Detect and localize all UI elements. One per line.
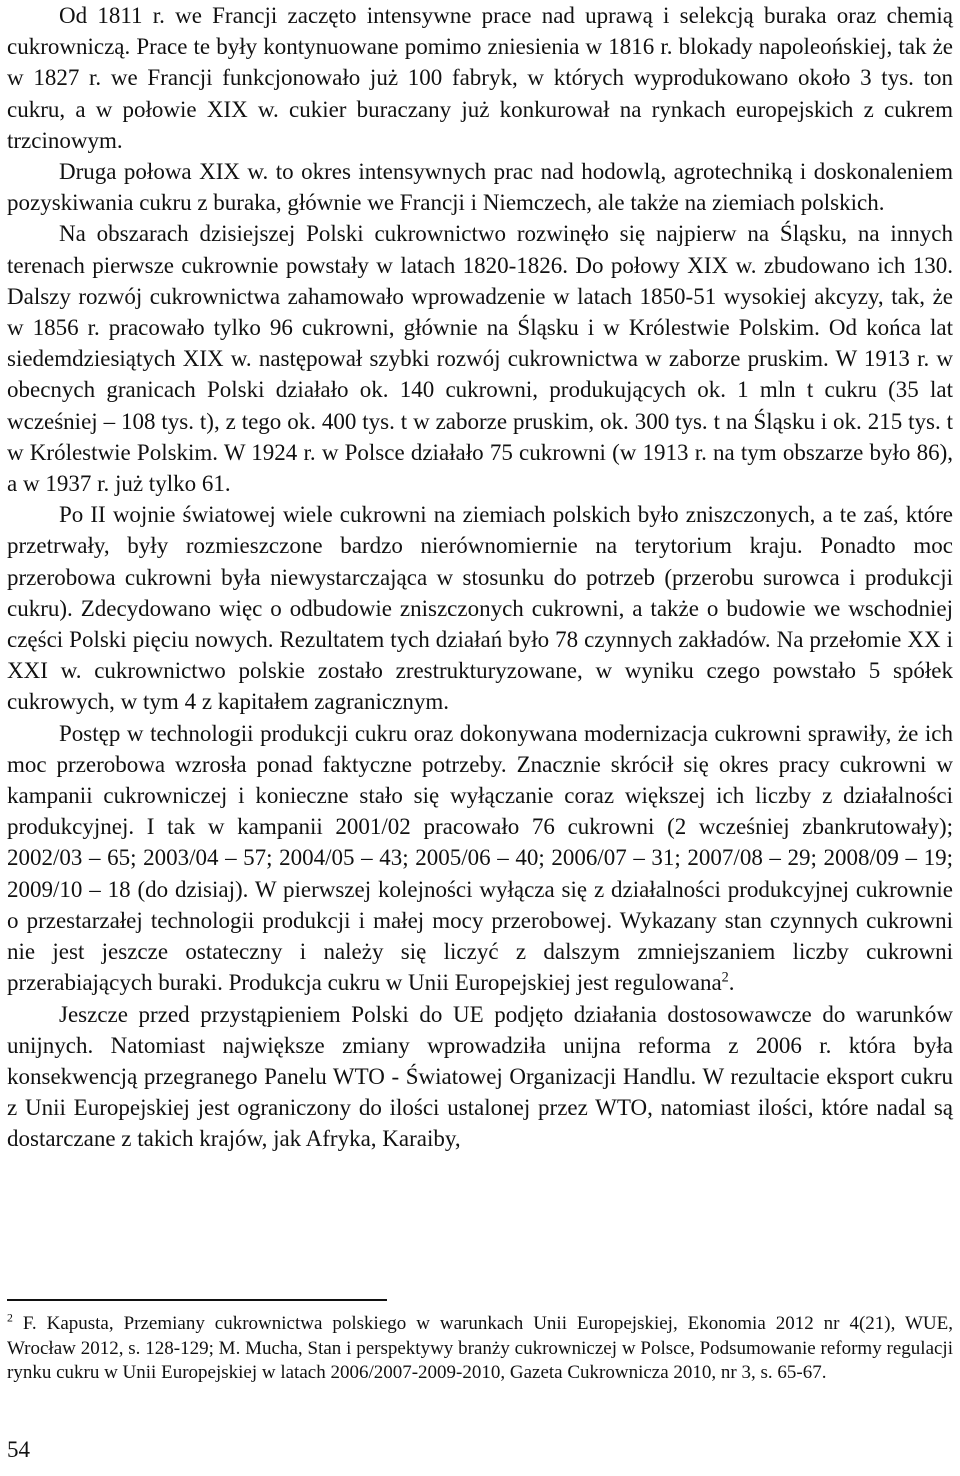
footnote-text: F. Kapusta, Przemiany cukrownictwa polskiego w warunkach Unii Europejskiej, Ekonomia 2012 nr 4(21), WUE, Wrocław 2012, s. 128-129; M. Mucha, Stan i perspektywy branży cukrowniczej w Polsce, Podsumowanie reformy regulacji rynku cukru w Unii Europejskiej w latach 2006/2007-2009-2010, Gazeta Cukrownicza 2010, nr 3, s. 65-67. [7, 1313, 953, 1383]
paragraph: Od 1811 r. we Francji zaczęto intensywne prace nad uprawą i selekcją buraka oraz chemią cukrowniczą. Prace te były kontynuowane pomimo zniesienia w 1816 r. blokady napoleońskiej, tak że w 1827 r. we Francji funkcjonowało już 100 fabryk, w których wyprodukowano około 3 tys. ton cukru, a w połowie XIX w. cukier buraczany już konkurował na rynkach europejskich z cukrem trzcinowym. [7, 3, 953, 153]
page-number: 54 [7, 1437, 30, 1462]
footnote-reference: 2 [721, 969, 729, 986]
footnote-marker: 2 [7, 1311, 13, 1325]
paragraph-end: . [728, 970, 735, 996]
paragraph-text: Postęp w technologii produkcji cukru oraz dokonywana modernizacja cukrowni sprawiły, że ich moc przerobowa wzrosła ponad faktyczne potrzeby. Znacznie skrócił się okres pracy cukrowni w kampanii cukrowniczej i konieczne stało się wyłączanie coraz większej ich liczby z działalności produkcyjnej. I tak w kampanii 2001/02 pracowało 76 cukrowni (2 wcześniej zbankrutowały); 2002/03 – 65; 2003/04 – 57; 2004/05 – 43; 2005/06 – 40; 2006/07 – 31; 2007/08 – 29; 2008/09 – 19; 2009/10 – 18 (do dzisiaj). W pierwszej kolejności wyłącza się z działalności produkcyjnej cukrownie o przestarzałej technologii produkcji i małej mocy przerobowej. Wykazany stan czynnych cukrowni nie jest jeszcze ostateczny i należy się liczyć z dalszym zmniejszaniem liczby cukrowni przerabiających buraki. Produkcja cukru w Unii Europejskiej jest regulowana [7, 720, 953, 996]
footnote [7, 1312, 953, 1386]
footnote-separator [7, 1299, 387, 1301]
paragraph: Druga połowa XIX w. to okres intensywnych prac nad hodowlą, agrotechniką i doskonaleniem pozyskiwania cukru z buraka, głównie we Francji i Niemczech, ale także na ziemiach polskich. [7, 159, 953, 216]
document-body [7, 0, 953, 1155]
paragraph: Po II wojnie światowej wiele cukrowni na ziemiach polskich było zniszczonych, a te zaś, które przetrwały, były rozmieszczone bardzo nierównomiernie na terytorium kraju. Ponadto moc przerobowa cukrowni była niewystarczająca w stosunku do potrzeb (przerobu surowca i produkcji cukru). Zdecydowano więc o odbudowie zniszczonych cukrowni, a także o budowie we wschodniej części Polski pięciu nowych. Rezultatem tych działań było 78 czynnych zakładów. Na przełomie XX i XXI w. cukrownictwo polskie zostało zrestrukturyzowane, w wyniku czego powstało 5 spółek cukrowych, w tym 4 z kapitałem zagranicznym. [7, 502, 953, 715]
paragraph: Na obszarach dzisiejszej Polski cukrownictwo rozwinęło się najpierw na Śląsku, na innych terenach pierwsze cukrownie powstały w latach 1820-1826. Do połowy XIX w. zbudowano ich 130. Dalszy rozwój cukrownictwa zahamowało wprowadzenie w latach 1850-51 wysokiej akcyzy, tak, że w 1856 r. pracowało tylko 96 cukrowni, głównie na Śląsku i w Królestwie Polskim. Od końca lat siedemdziesiątych XIX w. następował szybki rozwój cukrownictwa w zaborze pruskim. W 1913 r. w obecnych granicach Polski działało ok. 140 cukrowni, produkujących ok. 1 mln t cukru (35 lat wcześniej – 108 tys. t), z tego ok. 400 tys. t w zaborze pruskim, ok. 300 tys. t na Śląsku i ok. 215 tys. t w Królestwie Polskim. W 1924 r. w Polsce działało 75 cukrowni (w 1913 r. na tym obszarze było 86), a w 1937 r. już tylko 61. [7, 221, 953, 497]
paragraph [7, 718, 953, 999]
paragraph: Jeszcze przed przystąpieniem Polski do UE podjęto działania dostosowawcze do warunków unijnych. Natomiast największe zmiany wprowadziła unijna reforma z 2006 r. która była konsekwencją przegranego Panelu WTO - Światowej Organizacji Handlu. W rezultacie eksport cukru z Unii Europejskiej jest ograniczony do ilości ustalonej przez WTO, natomiast ilości, które nadal są dostarczane z takich krajów, jak Afryka, Karaiby, [7, 1001, 953, 1152]
